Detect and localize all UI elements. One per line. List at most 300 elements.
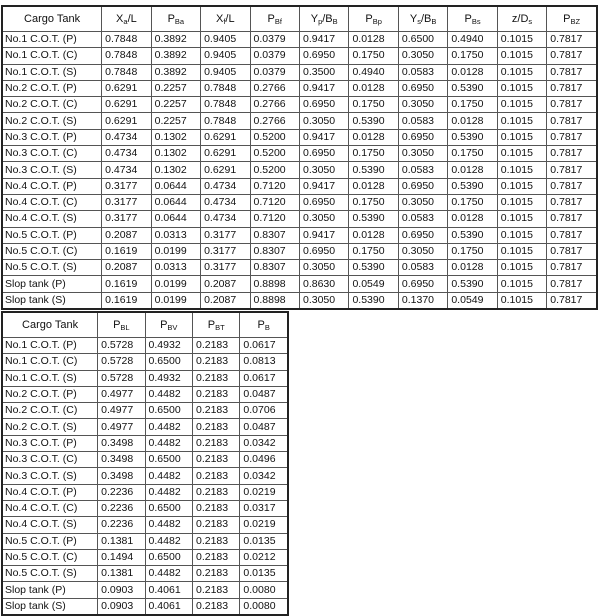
table-row — [2, 517, 288, 533]
value-cell: 0.1015 — [497, 97, 546, 113]
value-cell: 0.8307 — [250, 243, 299, 259]
value-cell: 0.9417 — [299, 80, 348, 96]
column-header — [497, 6, 546, 32]
value-cell: 0.2183 — [192, 549, 239, 565]
column-header — [398, 6, 447, 32]
value-cell: 0.7120 — [250, 178, 299, 194]
table-row — [2, 243, 597, 259]
value-cell: 0.6500 — [145, 354, 192, 370]
value-cell: 0.9405 — [201, 32, 250, 48]
value-cell: 0.4482 — [145, 386, 192, 402]
value-cell: 0.0583 — [398, 64, 447, 80]
value-cell: 0.1381 — [98, 533, 145, 549]
value-cell: 0.4482 — [145, 419, 192, 435]
value-cell: 0.2183 — [192, 435, 239, 451]
value-cell: 0.7817 — [547, 292, 597, 309]
value-cell: 0.0644 — [151, 178, 200, 194]
value-cell: 0.2236 — [98, 517, 145, 533]
tank-name-cell: No.4 C.O.T. (P) — [2, 484, 98, 500]
value-cell: 0.0313 — [151, 260, 200, 276]
value-cell: 0.3892 — [151, 48, 200, 64]
value-cell: 0.7848 — [201, 113, 250, 129]
header-symbol: P — [267, 13, 275, 25]
value-cell: 0.4734 — [201, 178, 250, 194]
value-cell: 0.5728 — [98, 354, 145, 370]
value-cell: 0.7817 — [547, 97, 597, 113]
value-cell: 0.4940 — [349, 64, 398, 80]
header-symbol: P — [464, 13, 472, 25]
value-cell: 0.0644 — [151, 194, 200, 210]
value-cell: 0.1750 — [349, 97, 398, 113]
value-cell: 0.0128 — [448, 113, 497, 129]
value-cell: 0.6950 — [299, 194, 348, 210]
table-row — [2, 276, 597, 292]
value-cell: 0.6500 — [145, 500, 192, 516]
value-cell: 0.1015 — [497, 113, 546, 129]
value-cell: 0.3177 — [201, 227, 250, 243]
value-cell: 0.5728 — [98, 370, 145, 386]
value-cell: 0.1015 — [497, 32, 546, 48]
value-cell: 0.1619 — [102, 243, 151, 259]
value-cell: 0.7848 — [201, 97, 250, 113]
header-subscript: a — [123, 17, 128, 26]
value-cell: 0.0379 — [250, 32, 299, 48]
value-cell: 0.3177 — [102, 211, 151, 227]
value-cell: 0.7817 — [547, 146, 597, 162]
table-row — [2, 227, 597, 243]
value-cell: 0.2087 — [102, 260, 151, 276]
value-cell: 0.1750 — [349, 146, 398, 162]
value-cell: 0.0135 — [240, 566, 288, 582]
header-symbol: X — [215, 13, 224, 25]
value-cell: 0.6500 — [398, 32, 447, 48]
value-cell: 0.1015 — [497, 48, 546, 64]
value-cell: 0.3177 — [102, 178, 151, 194]
value-cell: 0.0128 — [349, 227, 398, 243]
table-row — [2, 194, 597, 210]
value-cell: 0.1015 — [497, 211, 546, 227]
table-row — [2, 260, 597, 276]
tank-name-cell: No.1 C.O.T. (P) — [2, 32, 102, 48]
table-row — [2, 354, 288, 370]
tank-name-cell: No.2 C.O.T. (C) — [2, 97, 102, 113]
value-cell: 0.3050 — [398, 48, 447, 64]
header-symbol: P — [160, 319, 168, 331]
value-cell: 0.2183 — [192, 566, 239, 582]
value-cell: 0.7848 — [201, 80, 250, 96]
value-cell: 0.1750 — [448, 146, 497, 162]
header-subscript: B — [332, 17, 338, 26]
table-row — [2, 582, 288, 598]
value-cell: 0.1015 — [497, 80, 546, 96]
value-cell: 0.2183 — [192, 468, 239, 484]
value-cell: 0.3050 — [398, 243, 447, 259]
value-cell: 0.9405 — [201, 64, 250, 80]
tank-name-cell: No.2 C.O.T. (C) — [2, 403, 98, 419]
value-cell: 0.1015 — [497, 227, 546, 243]
value-cell: 0.4482 — [145, 533, 192, 549]
value-cell: 0.5390 — [448, 276, 497, 292]
value-cell: 0.4482 — [145, 435, 192, 451]
header-suffix: /B — [420, 13, 432, 25]
tank-name-cell: Slop tank (P) — [2, 582, 98, 598]
value-cell: 0.6500 — [145, 452, 192, 468]
value-cell: 0.0903 — [98, 598, 145, 615]
value-cell: 0.0379 — [250, 64, 299, 80]
value-cell: 0.1302 — [151, 129, 200, 145]
value-cell: 0.2183 — [192, 354, 239, 370]
value-cell: 0.2183 — [192, 500, 239, 516]
table-row — [2, 211, 597, 227]
value-cell: 0.6291 — [201, 146, 250, 162]
value-cell: 0.5200 — [250, 162, 299, 178]
value-cell: 0.2183 — [192, 582, 239, 598]
tank-name-cell: No.2 C.O.T. (S) — [2, 419, 98, 435]
tank-name-cell: No.3 C.O.T. (C) — [2, 452, 98, 468]
value-cell: 0.0219 — [240, 517, 288, 533]
value-cell: 0.3050 — [398, 146, 447, 162]
value-cell: 0.2257 — [151, 97, 200, 113]
value-cell: 0.3177 — [102, 194, 151, 210]
tank-name-cell: No.5 C.O.T. (P) — [2, 227, 102, 243]
value-cell: 0.0128 — [448, 260, 497, 276]
value-cell: 0.2183 — [192, 419, 239, 435]
value-cell: 0.0080 — [240, 598, 288, 615]
value-cell: 0.1494 — [98, 549, 145, 565]
value-cell: 0.7848 — [102, 32, 151, 48]
tank-name-cell: No.4 C.O.T. (C) — [2, 194, 102, 210]
value-cell: 0.0549 — [349, 276, 398, 292]
value-cell: 0.4734 — [102, 162, 151, 178]
header-subscript: p — [318, 17, 323, 26]
value-cell: 0.4932 — [145, 338, 192, 354]
value-cell: 0.6291 — [102, 113, 151, 129]
column-header — [2, 312, 98, 338]
value-cell: 0.4977 — [98, 419, 145, 435]
header-subscript: Bf — [274, 17, 282, 26]
table-row — [2, 97, 597, 113]
column-header — [192, 312, 239, 338]
value-cell: 0.6500 — [145, 403, 192, 419]
value-cell: 0.8630 — [299, 276, 348, 292]
header-subscript: BL — [120, 323, 130, 332]
value-cell: 0.2183 — [192, 386, 239, 402]
value-cell: 0.1750 — [349, 243, 398, 259]
value-cell: 0.1015 — [497, 194, 546, 210]
header-subscript: B — [431, 17, 437, 26]
value-cell: 0.4734 — [102, 129, 151, 145]
column-header — [547, 6, 597, 32]
value-cell: 0.1015 — [497, 276, 546, 292]
tank-name-cell: No.5 C.O.T. (S) — [2, 260, 102, 276]
column-header — [102, 6, 151, 32]
header-subscript: s — [528, 17, 533, 26]
value-cell: 0.5390 — [349, 211, 398, 227]
value-cell: 0.0706 — [240, 403, 288, 419]
value-cell: 0.6950 — [398, 80, 447, 96]
header-symbol: Cargo Tank — [22, 319, 79, 331]
value-cell: 0.7120 — [250, 194, 299, 210]
tank-name-cell: No.3 C.O.T. (P) — [2, 435, 98, 451]
value-cell: 0.4061 — [145, 582, 192, 598]
header-symbol: Y — [409, 13, 418, 25]
header-subscript: Bp — [372, 17, 382, 26]
value-cell: 0.5200 — [250, 129, 299, 145]
value-cell: 0.7817 — [547, 227, 597, 243]
value-cell: 0.1750 — [349, 48, 398, 64]
value-cell: 0.5390 — [349, 292, 398, 309]
value-cell: 0.1015 — [497, 162, 546, 178]
header-suffix: /B — [322, 13, 333, 25]
value-cell: 0.3050 — [299, 162, 348, 178]
value-cell: 0.4734 — [201, 194, 250, 210]
value-cell: 0.5390 — [448, 227, 497, 243]
value-cell: 0.3500 — [299, 64, 348, 80]
value-cell: 0.5390 — [349, 113, 398, 129]
header-symbol: z/D — [511, 13, 529, 25]
value-cell: 0.0342 — [240, 468, 288, 484]
value-cell: 0.3050 — [398, 97, 447, 113]
value-cell: 0.9405 — [201, 48, 250, 64]
value-cell: 0.3892 — [151, 64, 200, 80]
value-cell: 0.6950 — [398, 227, 447, 243]
tank-name-cell: No.1 C.O.T. (S) — [2, 370, 98, 386]
tank-name-cell: No.5 C.O.T. (C) — [2, 549, 98, 565]
value-cell: 0.8898 — [250, 276, 299, 292]
value-cell: 0.8898 — [250, 292, 299, 309]
value-cell: 0.0313 — [151, 227, 200, 243]
header-symbol: P — [563, 13, 571, 25]
table-row — [2, 419, 288, 435]
value-cell: 0.4734 — [102, 146, 151, 162]
value-cell: 0.2766 — [250, 97, 299, 113]
tank-name-cell: Slop tank (S) — [2, 292, 102, 309]
value-cell: 0.0644 — [151, 211, 200, 227]
value-cell: 0.0199 — [151, 243, 200, 259]
value-cell: 0.0128 — [349, 32, 398, 48]
value-cell: 0.0342 — [240, 435, 288, 451]
value-cell: 0.0219 — [240, 484, 288, 500]
column-header — [240, 312, 288, 338]
value-cell: 0.0549 — [448, 292, 497, 309]
value-cell: 0.5390 — [448, 80, 497, 96]
table-body — [2, 32, 597, 310]
value-cell: 0.1750 — [448, 243, 497, 259]
value-cell: 0.2183 — [192, 370, 239, 386]
table-row — [2, 566, 288, 582]
table-row — [2, 403, 288, 419]
value-cell: 0.3050 — [299, 113, 348, 129]
tank-name-cell: No.1 C.O.T. (S) — [2, 64, 102, 80]
table-row — [2, 146, 597, 162]
value-cell: 0.7817 — [547, 113, 597, 129]
tank-name-cell: No.2 C.O.T. (S) — [2, 113, 102, 129]
value-cell: 0.2183 — [192, 533, 239, 549]
tank-name-cell: No.5 C.O.T. (C) — [2, 243, 102, 259]
header-symbol: P — [257, 319, 265, 331]
value-cell: 0.7817 — [547, 276, 597, 292]
header-row — [2, 6, 597, 32]
value-cell: 0.0583 — [398, 162, 447, 178]
value-cell: 0.4932 — [145, 370, 192, 386]
column-header — [201, 6, 250, 32]
table-row — [2, 338, 288, 354]
value-cell: 0.2087 — [201, 292, 250, 309]
column-header — [2, 6, 102, 32]
table-row — [2, 468, 288, 484]
header-subscript: B — [264, 323, 270, 332]
value-cell: 0.7817 — [547, 32, 597, 48]
value-cell: 0.3498 — [98, 452, 145, 468]
tank-name-cell: Slop tank (P) — [2, 276, 102, 292]
table-row — [2, 113, 597, 129]
value-cell: 0.8307 — [250, 260, 299, 276]
value-cell: 0.6950 — [398, 178, 447, 194]
table-row — [2, 80, 597, 96]
value-cell: 0.2183 — [192, 484, 239, 500]
table-row — [2, 484, 288, 500]
value-cell: 0.1015 — [497, 146, 546, 162]
value-cell: 0.0080 — [240, 582, 288, 598]
value-cell: 0.2236 — [98, 484, 145, 500]
value-cell: 0.1015 — [497, 243, 546, 259]
value-cell: 0.6950 — [398, 129, 447, 145]
value-cell: 0.7120 — [250, 211, 299, 227]
value-cell: 0.6950 — [299, 243, 348, 259]
value-cell: 0.3177 — [201, 243, 250, 259]
value-cell: 0.0583 — [398, 113, 447, 129]
value-cell: 0.0496 — [240, 452, 288, 468]
value-cell: 0.7848 — [102, 48, 151, 64]
value-cell: 0.9417 — [299, 178, 348, 194]
value-cell: 0.2183 — [192, 452, 239, 468]
table-row — [2, 500, 288, 516]
value-cell: 0.6291 — [201, 129, 250, 145]
value-cell: 0.5200 — [250, 146, 299, 162]
column-header — [448, 6, 497, 32]
value-cell: 0.0212 — [240, 549, 288, 565]
value-cell: 0.1381 — [98, 566, 145, 582]
value-cell: 0.7817 — [547, 162, 597, 178]
tank-name-cell: No.4 C.O.T. (S) — [2, 211, 102, 227]
value-cell: 0.6291 — [102, 80, 151, 96]
value-cell: 0.9417 — [299, 32, 348, 48]
header-subscript: BV — [167, 323, 178, 332]
table-row — [2, 162, 597, 178]
value-cell: 0.7817 — [547, 178, 597, 194]
value-cell: 0.2087 — [102, 227, 151, 243]
value-cell: 0.3498 — [98, 468, 145, 484]
column-header — [250, 6, 299, 32]
value-cell: 0.0903 — [98, 582, 145, 598]
table-row — [2, 178, 597, 194]
column-header — [349, 6, 398, 32]
value-cell: 0.1015 — [497, 64, 546, 80]
value-cell: 0.9417 — [299, 129, 348, 145]
value-cell: 0.2236 — [98, 500, 145, 516]
value-cell: 0.1370 — [398, 292, 447, 309]
tank-name-cell: No.2 C.O.T. (P) — [2, 80, 102, 96]
value-cell: 0.4977 — [98, 403, 145, 419]
value-cell: 0.0379 — [250, 48, 299, 64]
table-row — [2, 533, 288, 549]
value-cell: 0.7817 — [547, 243, 597, 259]
value-cell: 0.0617 — [240, 338, 288, 354]
value-cell: 0.4482 — [145, 517, 192, 533]
tank-name-cell: Slop tank (S) — [2, 598, 98, 615]
value-cell: 0.5728 — [98, 338, 145, 354]
tank-name-cell: No.5 C.O.T. (P) — [2, 533, 98, 549]
value-cell: 0.6291 — [201, 162, 250, 178]
value-cell: 0.2766 — [250, 80, 299, 96]
value-cell: 0.0128 — [448, 64, 497, 80]
value-cell: 0.5390 — [349, 162, 398, 178]
table-row — [2, 370, 288, 386]
value-cell: 0.3050 — [299, 260, 348, 276]
table-row — [2, 292, 597, 309]
value-cell: 0.2257 — [151, 80, 200, 96]
tank-pressure-table — [1, 311, 289, 616]
value-cell: 0.1619 — [102, 276, 151, 292]
value-cell: 0.6950 — [398, 276, 447, 292]
value-cell: 0.7817 — [547, 260, 597, 276]
value-cell: 0.1015 — [497, 260, 546, 276]
value-cell: 0.7817 — [547, 129, 597, 145]
value-cell: 0.1015 — [497, 292, 546, 309]
value-cell: 0.3498 — [98, 435, 145, 451]
value-cell: 0.9417 — [299, 227, 348, 243]
table-row — [2, 598, 288, 615]
tank-name-cell: No.1 C.O.T. (P) — [2, 338, 98, 354]
tank-name-cell: No.4 C.O.T. (P) — [2, 178, 102, 194]
value-cell: 0.4482 — [145, 468, 192, 484]
value-cell: 0.0617 — [240, 370, 288, 386]
value-cell: 0.4061 — [145, 598, 192, 615]
value-cell: 0.1750 — [448, 97, 497, 113]
tank-coefficients-table — [1, 5, 598, 310]
table-row — [2, 64, 597, 80]
value-cell: 0.6950 — [299, 146, 348, 162]
value-cell: 0.2766 — [250, 113, 299, 129]
value-cell: 0.0487 — [240, 386, 288, 402]
value-cell: 0.1015 — [497, 129, 546, 145]
table-row — [2, 48, 597, 64]
table-row — [2, 386, 288, 402]
tank-name-cell: No.2 C.O.T. (P) — [2, 386, 98, 402]
value-cell: 0.3892 — [151, 32, 200, 48]
value-cell: 0.7817 — [547, 80, 597, 96]
value-cell: 0.4734 — [201, 211, 250, 227]
value-cell: 0.1619 — [102, 292, 151, 309]
value-cell: 0.1302 — [151, 162, 200, 178]
column-header — [151, 6, 200, 32]
value-cell: 0.1750 — [448, 48, 497, 64]
value-cell: 0.0128 — [349, 178, 398, 194]
header-suffix: /L — [225, 13, 235, 25]
value-cell: 0.4940 — [448, 32, 497, 48]
header-suffix: /L — [127, 13, 137, 25]
value-cell: 0.3050 — [299, 211, 348, 227]
value-cell: 0.1750 — [448, 194, 497, 210]
value-cell: 0.7817 — [547, 211, 597, 227]
value-cell: 0.6950 — [299, 48, 348, 64]
value-cell: 0.4482 — [145, 484, 192, 500]
table-row — [2, 435, 288, 451]
tank-name-cell: No.3 C.O.T. (S) — [2, 468, 98, 484]
tank-name-cell: No.4 C.O.T. (S) — [2, 517, 98, 533]
header-subscript: BT — [215, 323, 225, 332]
tank-name-cell: No.3 C.O.T. (S) — [2, 162, 102, 178]
